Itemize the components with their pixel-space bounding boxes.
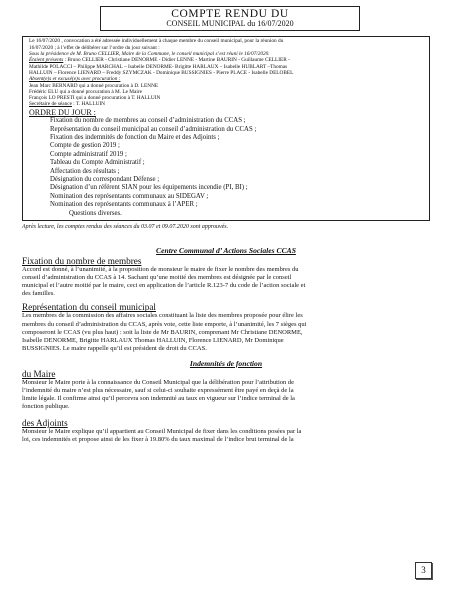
subsection-title-representation: Représentation du conseil municipal xyxy=(22,302,156,313)
secretary-label: Secrétaire de séance xyxy=(29,101,72,108)
subsection-title-fixation: Fixation du nombre de membres xyxy=(22,256,142,267)
agenda-item: Fixation du nombre de membres au conseil d’administration du CCAS ; xyxy=(50,117,246,125)
paragraph-line: l’indemnité du maire n’est plus nécessaire, sauf si celui-ci souhaite expressément être payé en deçà de la xyxy=(22,387,294,395)
intro-line: Le 16/07/2020 , convocation a été adressée individuellement à chaque membre du conseil municipal, pour la réunion du xyxy=(29,38,284,45)
paragraph-line: BUSSIGNIES. Le maire rappelle qu’il est président de droit du CCAS. xyxy=(22,344,207,352)
secretary-text: : T. HALLUIN xyxy=(71,101,105,108)
absent-line: Jean Marc BERNARD qui a donné procuration à D. LENNE xyxy=(29,82,159,89)
agenda-item: Compte administratif 2019 ; xyxy=(50,150,127,158)
paragraph-line: Monsieur le Maire porte à la connaissance du Conseil Municipal que la délibération pour l’attribution de xyxy=(22,378,295,386)
absent-line: Frédéric ELU qui a donné procuration à M. Le Maire xyxy=(29,88,142,95)
subsection-title-maire: du Maire xyxy=(22,368,56,379)
paragraph-line: Accord est donné, à l’unanimité, à la proposition de monsieur le maire de fixer le nombre des membres du xyxy=(22,266,299,274)
absents-label: Absent(e)s et excusé(e)s avec procuration : xyxy=(29,76,121,83)
agenda-item: Nomination des représentants communaux au SIDEGAV ; xyxy=(50,192,209,200)
paragraph-line: conseil d’administration du CCAS à 14. Sachant qu’une moitié des membres est désignée par le conseil xyxy=(22,274,292,282)
paragraph-line: Les membres de la commission des affaires sociales constituant la liste des membres proposée pour élire les xyxy=(22,312,303,320)
presidence-line: Sous la présidence de M. Bruno CELLIER, Maire de la Commune, le conseil municipal s’est réuni le 16/07/2020. xyxy=(29,51,270,58)
paragraph-line: loi, ces indemnités et propose ainsi de les fixer à 19.80% du taux maximal de l’indice brut terminal de la xyxy=(22,436,294,444)
intro-box xyxy=(22,36,430,221)
presents-line: HALLUIN – Florence LIENARD – Freddy SZYMCZAK - Dominique BUSSIGNIES - Pierre PLACE - Isabelle DELOBEL xyxy=(29,69,294,76)
intro-line: 16/07/2020 ; à l’effet de délibérer sur l’ordre du jour suivant : xyxy=(29,44,160,51)
presents-label: Étaient présents xyxy=(29,57,64,64)
section-title-indemnites: Indemnités de fonction xyxy=(189,358,263,368)
paragraph-line: composeront le CCAS (vu plus haut) : soit la liste de Mr BAURIN, comprenant Mr Christiane DENORME, xyxy=(22,328,303,336)
agenda-item: Questions diverses. xyxy=(69,209,122,217)
paragraph-line: limite légale. Il confirme ainsi qu’il percevra son indemnité au taux en vigueur sur l’indice terminal de la xyxy=(22,395,295,403)
paragraph-line: des familles. xyxy=(22,290,55,298)
agenda-item: Compte de gestion 2019 ; xyxy=(50,142,120,150)
paragraph-line: Isabelle DENORME, Brigitte HARLAUX Thomas HALLUIN, Florence LIENARD, Mr Dominique xyxy=(22,336,284,344)
agenda-item: Désignation du correspondant Défense ; xyxy=(50,176,160,184)
paragraph-line: fonction publique. xyxy=(22,403,70,411)
presents-text: : Bruno CELLIER - Christiane DENORME - Didier LENNE - Martine BAURIN - Guillaume CELLIER - xyxy=(63,57,290,64)
document-title: COMPTE RENDU DU xyxy=(171,8,289,20)
paragraph-line: membres du conseil d’administration du CCAS, après vote, cette liste emporte, à l’unanimité, les 7 sièges qui xyxy=(22,320,307,328)
document-page xyxy=(22,6,430,445)
secretary-line xyxy=(29,101,425,107)
paragraph-line: Monsieur le Maire explique qu’il appartient au Conseil Municipal de fixer dans les conditions posées par la xyxy=(22,428,302,436)
ordre-du-jour-label: ORDRE DU JOUR : xyxy=(29,107,96,117)
presents-line: Mathilde POLACCI – Philippe MARCHAL – Isabelle DENORME- Brigitte HARLAUX – Isabelle HUBLART –Thomas xyxy=(29,63,288,70)
section-title-ccas: Centre Communal d’ Actions Sociales CCAS xyxy=(156,246,296,256)
agenda-item: Nomination des représentants communaux à l’APER ; xyxy=(50,201,198,209)
agenda-item: Affectation des résultats ; xyxy=(50,167,120,175)
approval-note: Après lecture, les comptes rendus des séances du 03.07 et 09.07.2020 sont approuvés. xyxy=(22,224,229,231)
agenda-item: Désignation d’un référent SIAN pour les équipements incendie (PI, BI) ; xyxy=(50,184,248,192)
agenda-item: Représentation du conseil municipal au conseil d’administration du CCAS ; xyxy=(50,125,257,133)
subsection-title-adjoints: des Adjoints xyxy=(22,418,68,429)
agenda-item: Tableau du Compte Administratif ; xyxy=(50,159,145,167)
paragraph-line: municipal et l’autre moitié par le maire, ceci en application de l’article R.123-7 du code de l’action sociale et xyxy=(22,282,306,290)
page-number: 3 xyxy=(415,562,432,579)
agenda-item: Fixation des indemnités de fonction du Maire et des Adjoints ; xyxy=(50,134,220,142)
document-subtitle: CONSEIL MUNICIPAL du 16/07/2020 xyxy=(166,19,294,29)
title-box xyxy=(100,6,360,31)
absent-line: François LO PRESTI qui a donné procuration à T. HALLUIN xyxy=(29,95,161,102)
